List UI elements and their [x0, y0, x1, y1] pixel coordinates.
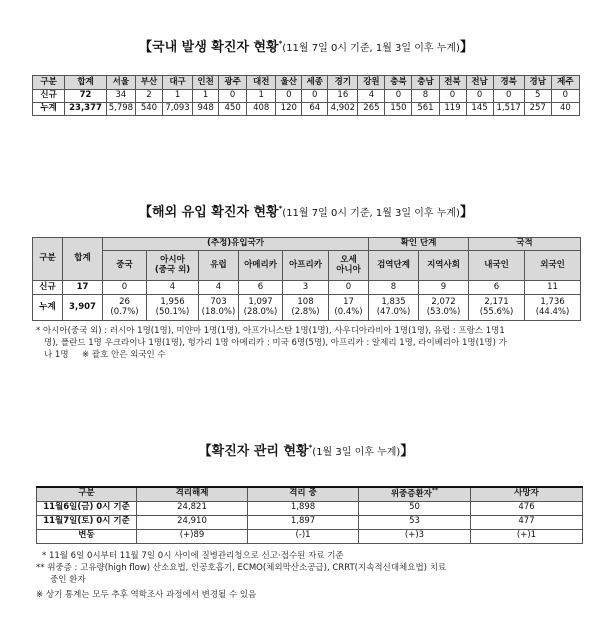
- overseas-header-nation-group: 국적: [469, 238, 581, 251]
- domestic-cell: 120: [276, 103, 302, 116]
- management-title: 【확진자 관리 현황*(1월 3일 이후 누계)】: [198, 443, 414, 459]
- management-row-label: 11월6일(금) 0시 기준: [37, 501, 137, 515]
- domestic-header-cell: 충북: [385, 76, 412, 90]
- management-cell: (+)3: [359, 529, 471, 543]
- domestic-header-cell: 울산: [276, 76, 302, 90]
- management-cell: 53: [359, 515, 471, 529]
- overseas-new-cell: 6: [469, 281, 525, 295]
- domestic-cell: 34: [106, 90, 135, 103]
- domestic-cell: 0: [385, 90, 412, 103]
- management-header-isolated: 격리 중: [248, 487, 359, 501]
- domestic-header-cell: 대전: [247, 76, 276, 90]
- overseas-header-country-group: (추정)유입국가: [103, 238, 369, 251]
- management-header-released: 격리해제: [137, 487, 248, 501]
- overseas-new-cell: 3: [283, 281, 329, 295]
- domestic-header-cell: 대구: [162, 76, 192, 90]
- domestic-cell: 948: [193, 103, 219, 116]
- domestic-header-cell: 인천: [193, 76, 219, 90]
- domestic-cell: 150: [385, 103, 412, 116]
- domestic-row-label: 누계: [33, 103, 65, 116]
- domestic-header-cell: 부산: [135, 76, 162, 90]
- overseas-row-cum: [33, 295, 581, 321]
- management-cell: 476: [471, 501, 583, 515]
- overseas-cum-cell: 1,956 (50.1%): [147, 295, 199, 321]
- management-row: [37, 501, 583, 515]
- domestic-header-cell: 경남: [524, 76, 551, 90]
- domestic-cell: 40: [551, 103, 579, 116]
- overseas-cum-total: 3,907: [63, 295, 103, 321]
- domestic-header-cell: 강원: [358, 76, 385, 90]
- overseas-header-africa: 아프리카: [283, 251, 329, 281]
- domestic-header-cell: 서울: [106, 76, 135, 90]
- overseas-cum-cell: 1,097 (28.0%): [239, 295, 283, 321]
- overseas-new-cell: 0: [103, 281, 147, 295]
- overseas-table: [32, 237, 581, 321]
- domestic-cell: 4,902: [328, 103, 358, 116]
- domestic-header-cell: 충남: [412, 76, 439, 90]
- domestic-table: [32, 75, 580, 116]
- overseas-cum-cell: 703 (18.0%): [199, 295, 239, 321]
- overseas-new-cell: 4: [199, 281, 239, 295]
- management-row: [37, 529, 583, 543]
- domestic-row-label: 신규: [33, 90, 65, 103]
- management-footnote: * 11월 6일 0시부터 11월 7일 0시 사이에 질병관리청으로 신고·접수된 자료 기준 ** 위중증 : 고유량(high flow) 산소요법, 인공호흡기, ECMO(체외막산소공급), CRRT(지속적신대체요법) 치료 중인 환자 ※ 상기 통계는 모두 추후 역학조사 과정에서 변경될 수 있음: [36, 551, 447, 600]
- overseas-cum-cell: 1,835 (47.0%): [369, 295, 419, 321]
- overseas-cum-cell: 1,736 (44.4%): [525, 295, 581, 321]
- domestic-cell: 7,093: [162, 103, 192, 116]
- overseas-new-cell: 6: [239, 281, 283, 295]
- domestic-cell: 5,798: [106, 103, 135, 116]
- overseas-header-asia: 아시아 (중국 외): [147, 251, 199, 281]
- overseas-new-cell: 0: [329, 281, 369, 295]
- domestic-cell: 0: [439, 90, 466, 103]
- domestic-cell: 540: [135, 103, 162, 116]
- management-header-gubun: 구분: [37, 487, 137, 501]
- overseas-title: 【해외 유입 확진자 현황*(11월 7일 0시 기준, 1월 3일 이후 누계)】: [139, 204, 473, 220]
- domestic-cell: 1: [162, 90, 192, 103]
- overseas-new-label: 신규: [33, 281, 63, 295]
- overseas-header-korean: 내국인: [469, 251, 525, 281]
- domestic-header-cell: 경기: [328, 76, 358, 90]
- domestic-header-cell: 전남: [466, 76, 493, 90]
- overseas-header-quarantine: 검역단계: [369, 251, 419, 281]
- domestic-cell: 0: [493, 90, 524, 103]
- domestic-cell: 145: [466, 103, 493, 116]
- management-cell: 1,898: [248, 501, 359, 515]
- management-row: [37, 515, 583, 529]
- management-cell: (+)89: [137, 529, 248, 543]
- domestic-header-cell: 구분: [33, 76, 65, 90]
- overseas-header-gubun: 구분: [33, 238, 63, 281]
- overseas-row-new: [33, 281, 581, 295]
- overseas-header-oceania: 오세 아니아: [329, 251, 369, 281]
- domestic-cell: 0: [302, 90, 328, 103]
- domestic-header-cell: 합계: [65, 76, 107, 90]
- management-cell: 24,910: [137, 515, 248, 529]
- domestic-cell: 16: [328, 90, 358, 103]
- management-cell: 24,821: [137, 501, 248, 515]
- overseas-cum-cell: 17 (0.4%): [329, 295, 369, 321]
- domestic-cell: 0: [276, 90, 302, 103]
- overseas-header-europe: 유럽: [199, 251, 239, 281]
- domestic-cell: 1,517: [493, 103, 524, 116]
- domestic-cell: 1: [193, 90, 219, 103]
- overseas-new-cell: 8: [369, 281, 419, 295]
- management-header-deaths: 사망자: [471, 487, 583, 501]
- overseas-header-total: 합계: [63, 238, 103, 281]
- overseas-new-cell: 17: [63, 281, 103, 295]
- management-table: [36, 486, 583, 544]
- domestic-header-row: [33, 76, 580, 90]
- domestic-row: [33, 103, 580, 116]
- domestic-header-cell: 세종: [302, 76, 328, 90]
- management-cell: (+)1: [471, 529, 583, 543]
- domestic-cell: 0: [219, 90, 247, 103]
- domestic-header-cell: 경북: [493, 76, 524, 90]
- domestic-cell: 119: [439, 103, 466, 116]
- overseas-new-cell: 4: [147, 281, 199, 295]
- domestic-cell: 5: [524, 90, 551, 103]
- domestic-cell: 72: [65, 90, 107, 103]
- domestic-header-cell: 전북: [439, 76, 466, 90]
- overseas-header-china: 중국: [103, 251, 147, 281]
- domestic-cell: 4: [358, 90, 385, 103]
- overseas-new-cell: 9: [419, 281, 469, 295]
- management-cell: 50: [359, 501, 471, 515]
- management-cell: (-)1: [248, 529, 359, 543]
- domestic-cell: 2: [135, 90, 162, 103]
- overseas-cum-cell: 108 (2.8%): [283, 295, 329, 321]
- domestic-cell: 561: [412, 103, 439, 116]
- management-cell: 477: [471, 515, 583, 529]
- management-row-label: 변동: [37, 529, 137, 543]
- domestic-cell: 450: [219, 103, 247, 116]
- domestic-row: [33, 90, 580, 103]
- overseas-header-community: 지역사회: [419, 251, 469, 281]
- domestic-cell: 23,377: [65, 103, 107, 116]
- domestic-cell: 257: [524, 103, 551, 116]
- overseas-cum-label: 누계: [33, 295, 63, 321]
- domestic-cell: 64: [302, 103, 328, 116]
- management-row-label: 11월7일(토) 0시 기준: [37, 515, 137, 529]
- domestic-title: 【국내 발생 확진자 현황*(11월 7일 0시 기준, 1월 3일 이후 누계)】: [139, 39, 473, 55]
- domestic-cell: 0: [551, 90, 579, 103]
- overseas-header-confirm-group: 확인 단계: [369, 238, 469, 251]
- domestic-cell: 265: [358, 103, 385, 116]
- overseas-cum-cell: 26 (0.7%): [103, 295, 147, 321]
- domestic-header-cell: 제주: [551, 76, 579, 90]
- domestic-cell: 1: [247, 90, 276, 103]
- overseas-cum-cell: 2,171 (55.6%): [469, 295, 525, 321]
- management-header-severe: 위중증환자**: [359, 487, 471, 501]
- overseas-header-america: 아메리카: [239, 251, 283, 281]
- overseas-new-cell: 11: [525, 281, 581, 295]
- domestic-cell: 8: [412, 90, 439, 103]
- overseas-header-foreign: 외국인: [525, 251, 581, 281]
- domestic-cell: 0: [466, 90, 493, 103]
- overseas-cum-cell: 2,072 (53.0%): [419, 295, 469, 321]
- domestic-header-cell: 광주: [219, 76, 247, 90]
- management-cell: 1,897: [248, 515, 359, 529]
- overseas-footnote: * 아시아(중국 외) : 러시아 1명(1명), 미얀마 1명(1명), 아프가니스탄 1명(1명), 사우디아라비아 1명(1명), 유럽 : 프랑스 1명1 명), 폴란드 1명 우크라이나 1명(1명), 헝가리 1명 아메리카 : 미국 6명(5명), 아프리카 : 알제리 1명, 라이베리아 1명(1명) 가 나 1명 ※ 괄호 안은 외국인 수: [36, 326, 507, 360]
- domestic-cell: 408: [247, 103, 276, 116]
